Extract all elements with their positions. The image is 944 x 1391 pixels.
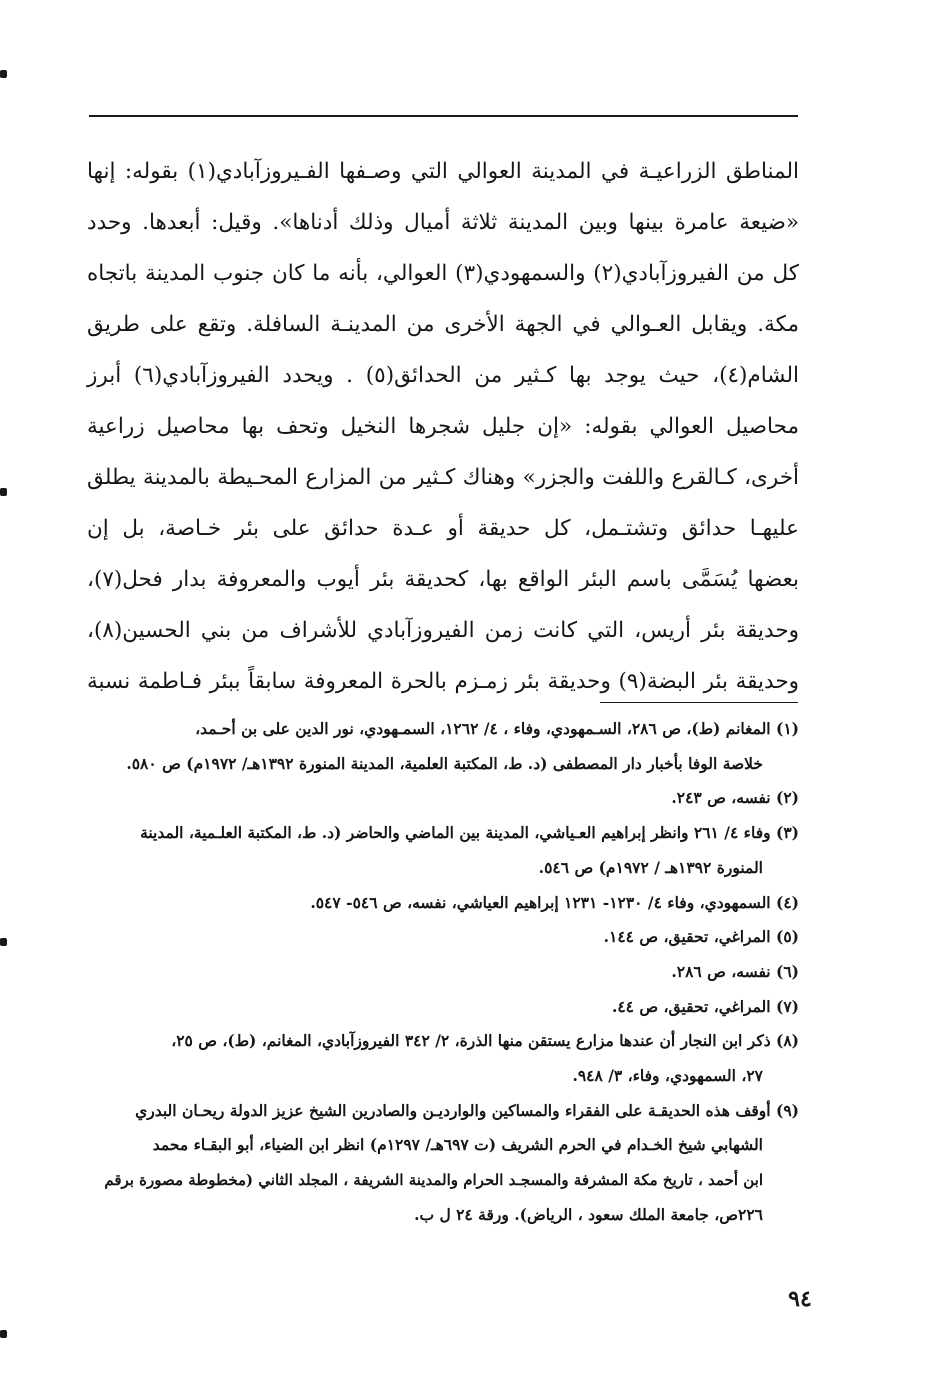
footnote-line: (١) المغانم (ط)، ص ٢٨٦، السـمهودي، وفاء ، ٤/ ١٢٦٢، السمـهودي، نور الدين على بن أحـمد، xyxy=(195,719,799,738)
footnote-line: (٤) السمهودي، وفاء ٤/ ١٢٣٠- ١٢٣١ إبراهيم العياشي، نفسه، ص ٥٤٦- ٥٤٧. xyxy=(310,892,799,912)
body-line: محاصيل العوالي بقوله: «إن جليل شجرها النخيل وتحف بها محاصيل زراعية xyxy=(87,414,799,439)
body-line: أخرى، كـالقرع واللفت والجزر» وهناك كـثير من المزارع المحـيطة بالمدينة يطلق xyxy=(87,465,799,490)
footnote-line: المنورة ١٣٩٢هـ / ١٩٧٢م) ص ٥٤٦. xyxy=(538,857,763,877)
footnotes xyxy=(87,712,799,1233)
body-line: مكة. ويقابل العـوالي في الجهة الأخرى من المدينـة السافلة. وتقع على طريق xyxy=(87,312,799,337)
footnote-line: (٦) نفسه، ص ٢٨٦. xyxy=(671,961,799,981)
footnote-line: ٢٢٦ص، جامعة الملك سعود ، الرياض). ورقة ٢٤ ل ب. xyxy=(414,1204,763,1224)
margin-mark xyxy=(0,938,7,946)
margin-mark xyxy=(0,1330,7,1338)
body-line: المناطق الزراعيـة في المدينة العوالي التي وصـفها الفـيروزآبادي(١) بقوله: إنها xyxy=(87,159,799,184)
header-rule xyxy=(89,115,798,117)
footnote-line: (٣) وفاء ٤/ ٢٦١ وانظر إبراهيم العـياشي، المدينة بين الماضي والحاضر (د. ط، المكتبة العلـمية، المدينة xyxy=(140,823,799,843)
footnote-line: (٨) ذكر ابن النجار أن عندها مزارع يستقن منها الذرة، ٢/ ٣٤٢ الفيروزآبادي، المغانم، (ط)، ص ٢٥، xyxy=(171,1031,799,1051)
footnote-line: ٢٧، السمهودي، وفاء، ٣/ ٩٤٨. xyxy=(572,1066,763,1086)
margin-mark xyxy=(0,488,7,496)
body-line: وحديقة بئر البضة(٩) وحديقة بئر زمـزم بالحرة المعروفة سابقاً ببئر فـاطمة نسبة xyxy=(87,669,799,694)
body-line: وحديقة بئر أريس، التي كانت زمن الفيروزآبادي للأشراف من بني الحسين(٨)، xyxy=(87,618,799,643)
footnote-line: خلاصة الوفا بأخبار دار المصطفى (د. ط، المكتبة العلمية، المدينة المنورة ١٣٩٢هـ/ ١٩٧٢م) ص ٥٨٠. xyxy=(126,753,763,773)
body-text xyxy=(87,146,799,707)
footnote-rule xyxy=(600,702,798,703)
page-number: ٩٤ xyxy=(788,1286,812,1312)
body-line: الشام(٤)، حيث يوجد بها كـثير من الحدائق(٥) . ويحدد الفيروزآبادي(٦) أبرز xyxy=(87,363,799,388)
footnote-line: (٩) أوقف هذه الحديقـة على الفقراء والمساكين والوارديـن والصادرين الشيخ عزيز الدولة ريحـان البدري xyxy=(135,1100,799,1120)
body-line: عليهـا حدائق وتشتـمل، كل حديقة أو عـدة حدائق على بئر خـاصة، بل إن xyxy=(87,516,799,541)
footnote-line: ابن أحمد ، تاريخ مكة المشرفة والمسجـد الحرام والمدينة الشريفة ، المجلد الثاني (مخطوطة مصورة برقم xyxy=(104,1171,763,1190)
margin-mark xyxy=(0,70,7,78)
footnote-line: (٢) نفسه، ص ٢٤٣. xyxy=(671,788,799,808)
footnote-line: الشهابي شيخ الخـدام في الحرم الشريف (ت ٦٩٧هـ/ ١٢٩٧م) انظر ابن الضياء، أبو البقـاء محمد xyxy=(152,1135,763,1155)
body-line: «ضيعة عامرة بينها وبين المدينة ثلاثة أميال وذلك أدناها». وقيل: أبعدها. وحدد xyxy=(87,210,799,235)
footnote-line: (٧) المراغي، تحقيق، ص ٤٤. xyxy=(611,996,799,1016)
body-line: بعضها يُسَمَّى باسم البئر الواقع بها، كحديقة بئر أيوب والمعروفة بدار فحل(٧)، xyxy=(87,567,799,592)
body-line: كل من الفيروزآبادي(٢) والسمهودي(٣) العوالي، بأنه ما كان جنوب المدينة باتجاه xyxy=(87,261,799,286)
footnote-line: (٥) المراغي، تحقيق، ص ١٤٤. xyxy=(603,927,799,947)
